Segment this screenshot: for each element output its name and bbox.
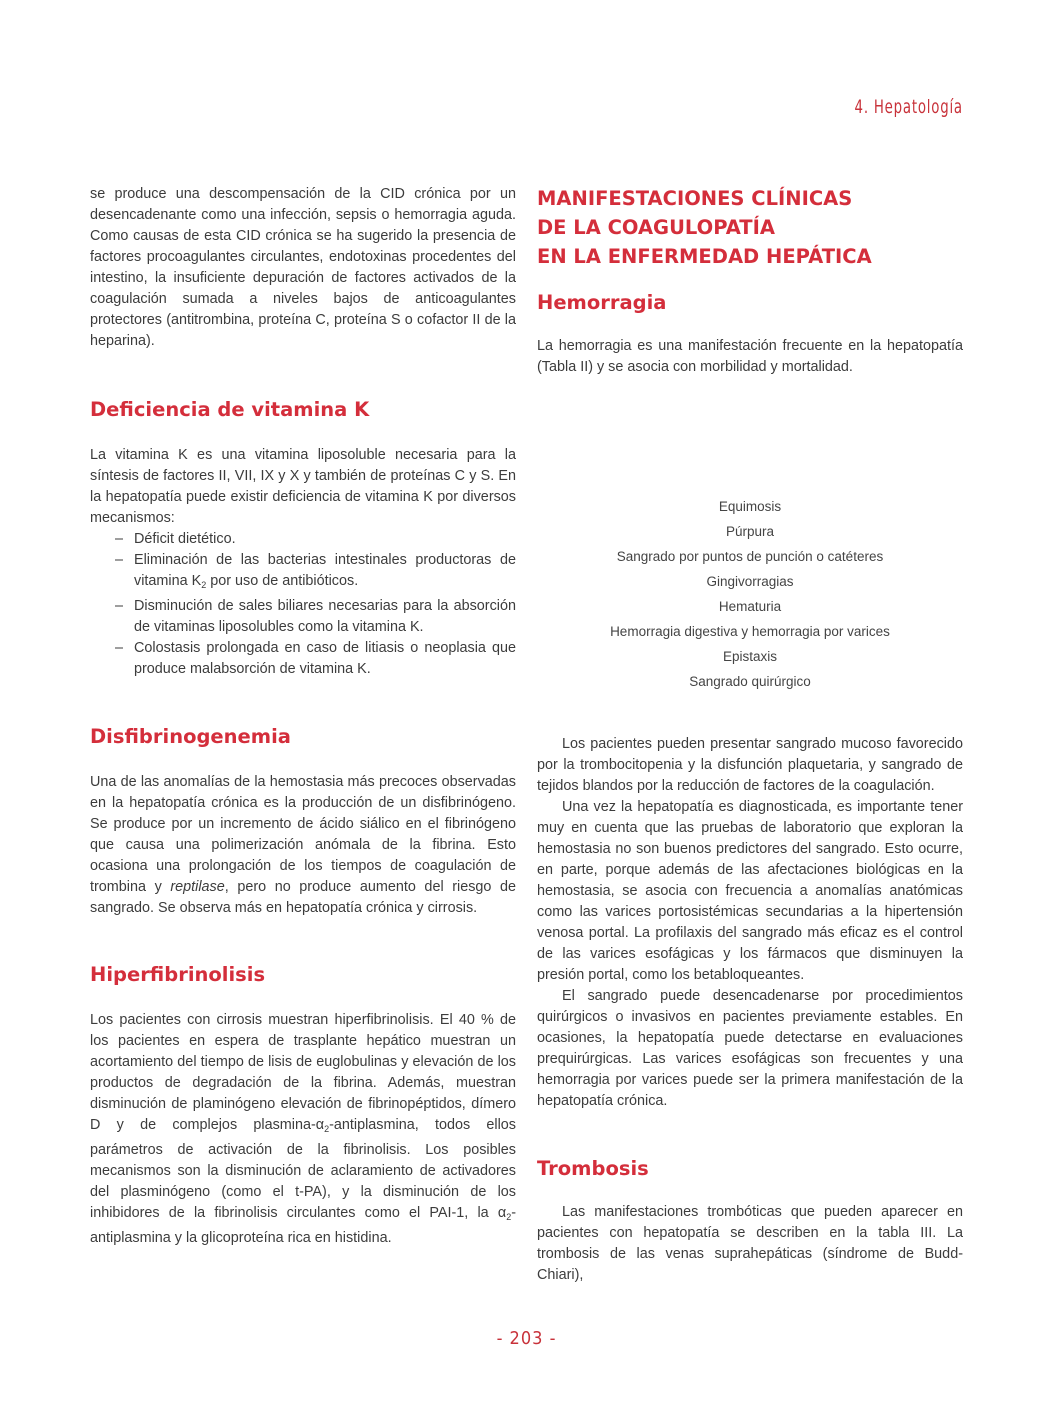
right-column — [537, 184, 963, 1286]
table-row: Gingivorragias — [706, 574, 794, 589]
list-item: – Eliminación de las bacterias intestinales productoras de vitamina $K_2$ por uso de antibióticos. — [134, 550, 516, 596]
list-item: – Déficit dietético. — [134, 529, 516, 550]
table-row: Púrpura — [725, 524, 775, 539]
table-row: Hematuria — [718, 599, 782, 614]
vitamin-k-paragraph: La vitamina K es una vitamina liposoluble necesaria para la síntesis de factores II, VII, IX y X y también de proteínas C y S. En la hepatopatía puede existir deficiencia de vitamina K por diversos mecanismos: — [90, 447, 516, 526]
trombosis-paragraph: Las manifestaciones trombóticas que pueden aparecer en pacientes con hepatopatía se describen en la tabla III. La trombosis de las venas suprahepáticas (síndrome de Budd-Chiari), — [537, 1204, 963, 1283]
list-item: – Colostasis prolongada en caso de litiasis o neoplasia que produce malabsorción de vitamina K. — [134, 638, 516, 680]
table-row: Epistaxis — [722, 649, 778, 664]
heading-hemorragia: Hemorragia — [537, 291, 667, 314]
heading-hiperfibrinolisis: Hiperfibrinolisis — [90, 963, 266, 986]
main-title: MANIFESTACIONES CLÍNICAS DE LA COAGULOPATÍA EN LA ENFERMEDAD HEPÁTICA — [537, 187, 872, 268]
bleeding-table — [537, 494, 963, 694]
table-row: Sangrado por puntos de punción o catéteres — [616, 549, 884, 564]
intro-paragraph: se produce una descompensación de la CID crónica por un desencadenante como una infección, sepsis o hemorragia aguda. Como causas de esta CID crónica se ha sugerido la presencia de factores procoagulantes circulantes, endotoxinas procedentes del intestino, la insuficiente depuración de factores activados de la coagulación sumada a niveles bajos de anticoagulantes protectores (antitrombina, proteína C, proteína S o cofactor II de la heparina). — [90, 186, 516, 349]
bleeding-paragraph-1: Los pacientes pueden presentar sangrado mucoso favorecido por la trombocitopenia y la disfunción plaquetaria, y sangrado de tejidos blandos por la reducción de factores de la coagulación. — [537, 736, 963, 794]
table-row: Equimosis — [718, 499, 782, 514]
bleeding-paragraph-3: El sangrado puede desencadenarse por procedimientos quirúrgicos o invasivos en pacientes previamente estables. En ocasiones, la hepatopatía puede detectarse en evaluaciones prequirúrgicas. Las varices esofágicas son frecuentes y una hemorragia por varices puede ser la primera manifestación de la hepatopatía crónica. — [537, 988, 963, 1109]
hemorragia-paragraph: La hemorragia es una manifestación frecuente en la hepatopatía (Tabla II) y se asocia con morbilidad y mortalidad. — [537, 338, 963, 375]
running-header: 4. Hepatología — [854, 96, 963, 118]
heading-trombosis: Trombosis — [537, 1157, 649, 1180]
heading-vitamin-k: Deficiencia de vitamina K — [90, 398, 370, 421]
heading-disfibrinogenemia: Disfibrinogenemia — [90, 725, 291, 748]
left-column — [90, 184, 516, 1249]
page-number: - 203 - — [496, 1328, 557, 1349]
table-row: Hemorragia digestiva y hemorragia por varices — [610, 624, 890, 639]
list-item: – Disminución de sales biliares necesarias para la absorción de vitaminas liposolubles como la vitamina K. — [134, 596, 516, 638]
hiperfibrinolisis-paragraph: Los pacientes con cirrosis muestran hiperfibrinolisis. El 40 % de los pacientes en espera de trasplante hepático muestran un acortamiento del tiempo de lisis de euglobulinas y elevación de los productos de degradación de la fibrina. Además, muestran disminución de plaminógeno elevación de fibrinopéptidos, dímero D y de complejos plasmina-$\alpha_2$-antiplasmina, todos ellos parámetros de activación de la fibrinolisis. Los posibles mecanismos son la disminución de aclaramiento de activadores del plasminógeno (como el t-PA), y la disminución de los inhibidores de la fibrinolisis circulantes como el PAI-1, la $\alpha_2$-antiplasmina y la glicoproteína rica en histidina. — [90, 1012, 516, 1246]
vitamin-k-list — [90, 529, 516, 680]
disfibrinogenemia-paragraph: Una de las anomalías de la hemostasia más precoces observadas en la hepatopatía crónica es la producción de un disfibrinógeno. Se produce por un incremento de ácido siálico en el fibrinógeno que causa una polimerización anómala de la fibrina. Esto ocasiona una prolongación de los tiempos de coagulación de trombina y reptilase, pero no produce aumento del riesgo de sangrado. Se observa más en hepatopatía crónica y cirrosis. — [90, 774, 516, 916]
bleeding-paragraph-2: Una vez la hepatopatía es diagnosticada, es importante tener muy en cuenta que las pruebas de laboratorio que exploran la hemostasia no son buenos predictores del sangrado. Esto ocurre, en parte, porque además de las afectaciones biológicas en la hemostasia, se asocia con frecuencia a anomalías anatómicas como las varices portosistémicas secundarias a la hipertensión venosa portal. La profilaxis del sangrado más eficaz es el control de las varices esofágicas y los fármacos que disminuyen la presión portal, como los betabloqueantes. — [537, 799, 963, 983]
table-row: Sangrado quirúrgico — [689, 674, 811, 689]
